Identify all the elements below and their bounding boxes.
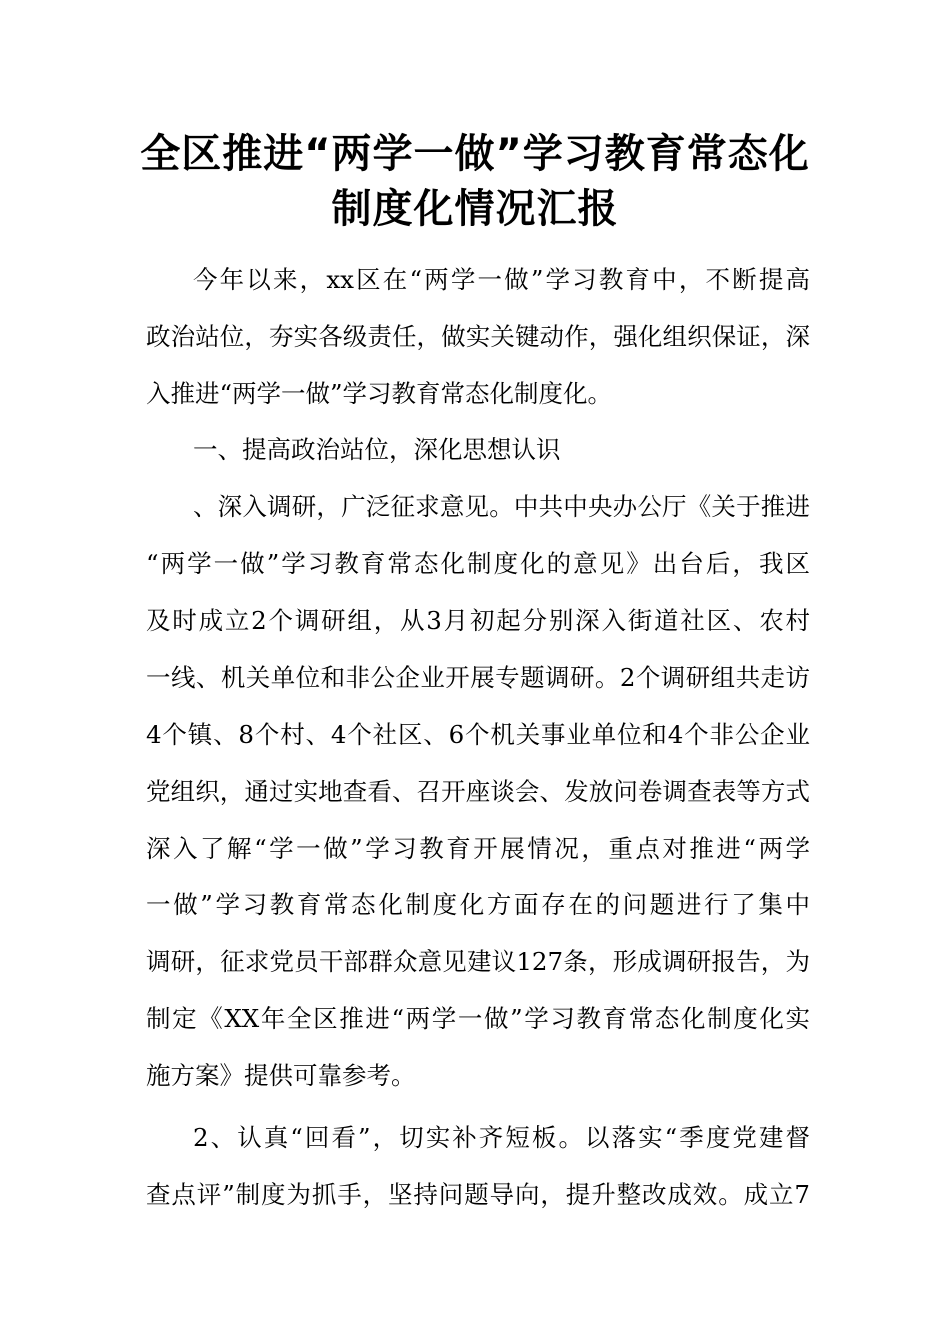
paragraph-review-line-1: 2、认真“回看”，切实补齐短板。以落实“季度党建督 <box>193 1123 810 1152</box>
section-heading-1: 一、提高政治站位，深化思想认识 <box>193 435 561 464</box>
paragraph-research-line-7: 深入了解“学一做”学习教育开展情况，重点对推进“两学 <box>146 834 810 863</box>
paragraph-research-line-2: “两学一做”学习教育常态化制度化的意见》出台后，我区 <box>146 549 810 578</box>
paragraph-intro-line-1: 今年以来，xx区在“两学一做”学习教育中，不断提高 <box>193 265 810 294</box>
paragraph-research-line-10: 制定《XX年全区推进“两学一做”学习教育常态化制度化实 <box>146 1004 810 1033</box>
paragraph-research-line-8: 一做”学习教育常态化制度化方面存在的问题进行了集中 <box>146 890 810 919</box>
paragraph-research-line-1: 、深入调研，广泛征求意见。中共中央办公厅《关于推进 <box>193 492 810 521</box>
paragraph-research-line-5: 4个镇、8个村、4个社区、6个机关事业单位和4个非公企业 <box>146 720 810 749</box>
paragraph-intro-line-3: 入推进“两学一做”学习教育常态化制度化。 <box>146 379 613 408</box>
paragraph-research-line-3: 及时成立2个调研组，从3月初起分别深入街道社区、农村 <box>146 606 810 635</box>
document-title-line-2: 制度化情况汇报 <box>331 186 619 232</box>
paragraph-research-line-11: 施方案》提供可靠参考。 <box>146 1061 416 1090</box>
paragraph-research-line-4: 一线、机关单位和非公企业开展专题调研。2个调研组共走访 <box>146 663 810 692</box>
document-title-line-1: 全区推进“两学一做”学习教育常态化 <box>140 131 810 177</box>
paragraph-research-line-9: 调研，征求党员干部群众意见建议127条，形成调研报告，为 <box>146 947 810 976</box>
paragraph-intro-line-2: 政治站位，夯实各级责任，做实关键动作，强化组织保证，深 <box>146 322 810 351</box>
paragraph-research-line-6: 党组织，通过实地查看、召开座谈会、发放问卷调查表等方式 <box>146 777 810 806</box>
paragraph-review-line-2: 查点评”制度为抓手，坚持问题导向，提升整改成效。成立7 <box>146 1180 810 1209</box>
